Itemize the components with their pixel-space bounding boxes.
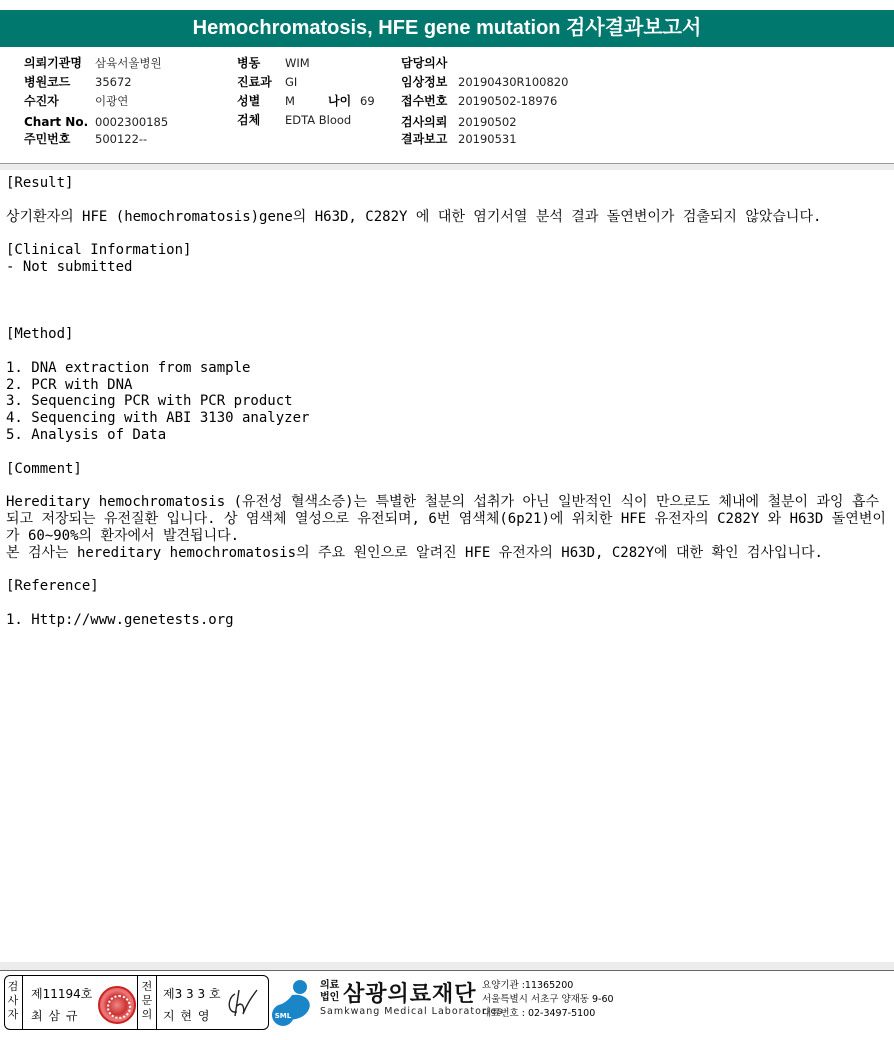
field-value: 20190430R100820 — [458, 75, 569, 89]
signature-box — [4, 975, 269, 1030]
method-item: 2. PCR with DNA — [6, 376, 133, 393]
field-value: M — [285, 94, 295, 108]
field-label: 성별 — [237, 94, 261, 108]
field-value: 20190531 — [458, 132, 517, 146]
spacer — [6, 192, 888, 209]
report-body — [6, 175, 888, 629]
field-label: 수진자 — [24, 94, 59, 108]
field-label: 의뢰기관명 — [24, 56, 82, 70]
inspector-license-no: 제11194호 — [31, 987, 93, 1001]
org-address: 서울특별시 서초구 양재동 9-60 — [482, 994, 614, 1005]
spacer — [6, 343, 888, 360]
field-value: WIM — [285, 56, 310, 70]
field-label: 진료과 — [237, 75, 272, 89]
specialist-name: 지 현 영 — [163, 1009, 211, 1023]
method-item: 1. DNA extraction from sample — [6, 359, 251, 376]
method-item: 4. Sequencing with ABI 3130 analyzer — [6, 410, 310, 427]
method-item: 3. Sequencing PCR with PCR product — [6, 393, 293, 410]
reference-link[interactable]: 1. Http://www.genetests.org — [6, 611, 234, 628]
field-value: 20190502-18976 — [458, 94, 558, 108]
specialist-label — [140, 980, 154, 1022]
spacer — [6, 595, 888, 612]
field-label: 검사의뢰 — [401, 115, 448, 129]
field-label: 나이 — [328, 94, 352, 108]
spacer — [6, 444, 888, 461]
specialist-label-text: 전문의 — [141, 980, 153, 1021]
logo-text: SML — [274, 1012, 292, 1020]
field-label: 담당의사 — [401, 56, 448, 70]
reference-heading: [Reference] — [6, 578, 99, 595]
footer-shade — [0, 962, 894, 970]
field-label: 임상정보 — [401, 75, 448, 89]
field-label: 병동 — [237, 56, 261, 70]
report-title: Hemochromatosis, HFE gene mutation 검사결과보고서 — [0, 10, 894, 47]
org-prefix-2: 법인 — [320, 992, 340, 1003]
org-prefix-1: 의료 — [320, 980, 340, 991]
field-label: Chart No. — [24, 115, 89, 129]
method-heading: [Method] — [6, 326, 74, 343]
clinical-text: - Not submitted — [6, 258, 133, 275]
result-text: 상기환자의 HFE (hemochromatosis)gene의 H63D, C282Y 에 대한 염기서열 분석 결과 돌연변이가 검출되지 않았습니다. — [6, 208, 822, 225]
box-divider — [137, 976, 138, 1029]
org-institution-code: 요양기관 :11365200 — [482, 980, 574, 991]
field-value: GI — [285, 75, 298, 89]
field-value: 35672 — [95, 75, 132, 89]
inspector-label-text: 검사자 — [7, 980, 19, 1021]
official-seal — [98, 986, 136, 1024]
org-english-name: Samkwang Medical Laboratories — [320, 1006, 504, 1017]
spacer — [6, 477, 888, 494]
header-shade — [0, 164, 894, 170]
result-heading: [Result] — [6, 175, 74, 191]
sml-logo-icon — [270, 977, 318, 1027]
inspector-name: 최 삼 규 — [31, 1009, 79, 1023]
box-divider — [156, 976, 157, 1029]
clinical-heading: [Clinical Information] — [6, 242, 192, 259]
field-label: 접수번호 — [401, 94, 448, 108]
field-value: 이광연 — [95, 94, 129, 108]
spacer — [6, 225, 888, 242]
footer-divider — [0, 970, 894, 971]
specialist-license-no: 제3 3 3 호 — [163, 987, 221, 1001]
org-logo — [270, 975, 650, 1030]
field-label: 병원코드 — [24, 75, 71, 89]
field-value: 0002300185 — [95, 115, 169, 129]
field-value: 삼육서울병원 — [95, 56, 162, 70]
field-value: 500122-- — [95, 132, 148, 146]
org-name: 삼광의료재단 — [343, 982, 477, 1007]
inspector-label — [6, 980, 20, 1022]
comment-heading: [Comment] — [6, 460, 82, 477]
field-value: EDTA Blood — [285, 113, 352, 127]
comment-text: 본 검사는 hereditary hemochromatosis의 주요 원인으로 알려진 HFE 유전자의 H63D, C282Y에 대한 확인 검사입니다. — [6, 544, 823, 561]
spacer — [6, 276, 888, 326]
box-divider — [22, 976, 23, 1029]
field-value: 69 — [360, 94, 375, 108]
field-label: 주민번호 — [24, 132, 71, 146]
field-label: 검체 — [237, 113, 261, 127]
field-value: 20190502 — [458, 115, 517, 129]
spacer — [6, 561, 888, 578]
method-item: 5. Analysis of Data — [6, 426, 167, 443]
org-phone: 대표번호 : 02-3497-5100 — [482, 1008, 596, 1019]
signature-image — [223, 984, 263, 1020]
comment-text: Hereditary hemochromatosis (유전성 혈색소증)는 특별한 철분의 섭취가 아닌 일반적인 식이 만으로도 체내에 철분이 과잉 흡수되고 저장되는 유전질환 입니다. 상 염색체 열성으로 유전되며, 6번 염색체(6p21)에 위치한 HFE 유전자의 C282Y 와 H63D 돌연변이가 60~90%의 환자에서 발견됩니다. — [6, 494, 886, 544]
field-label: 결과보고 — [401, 132, 448, 146]
